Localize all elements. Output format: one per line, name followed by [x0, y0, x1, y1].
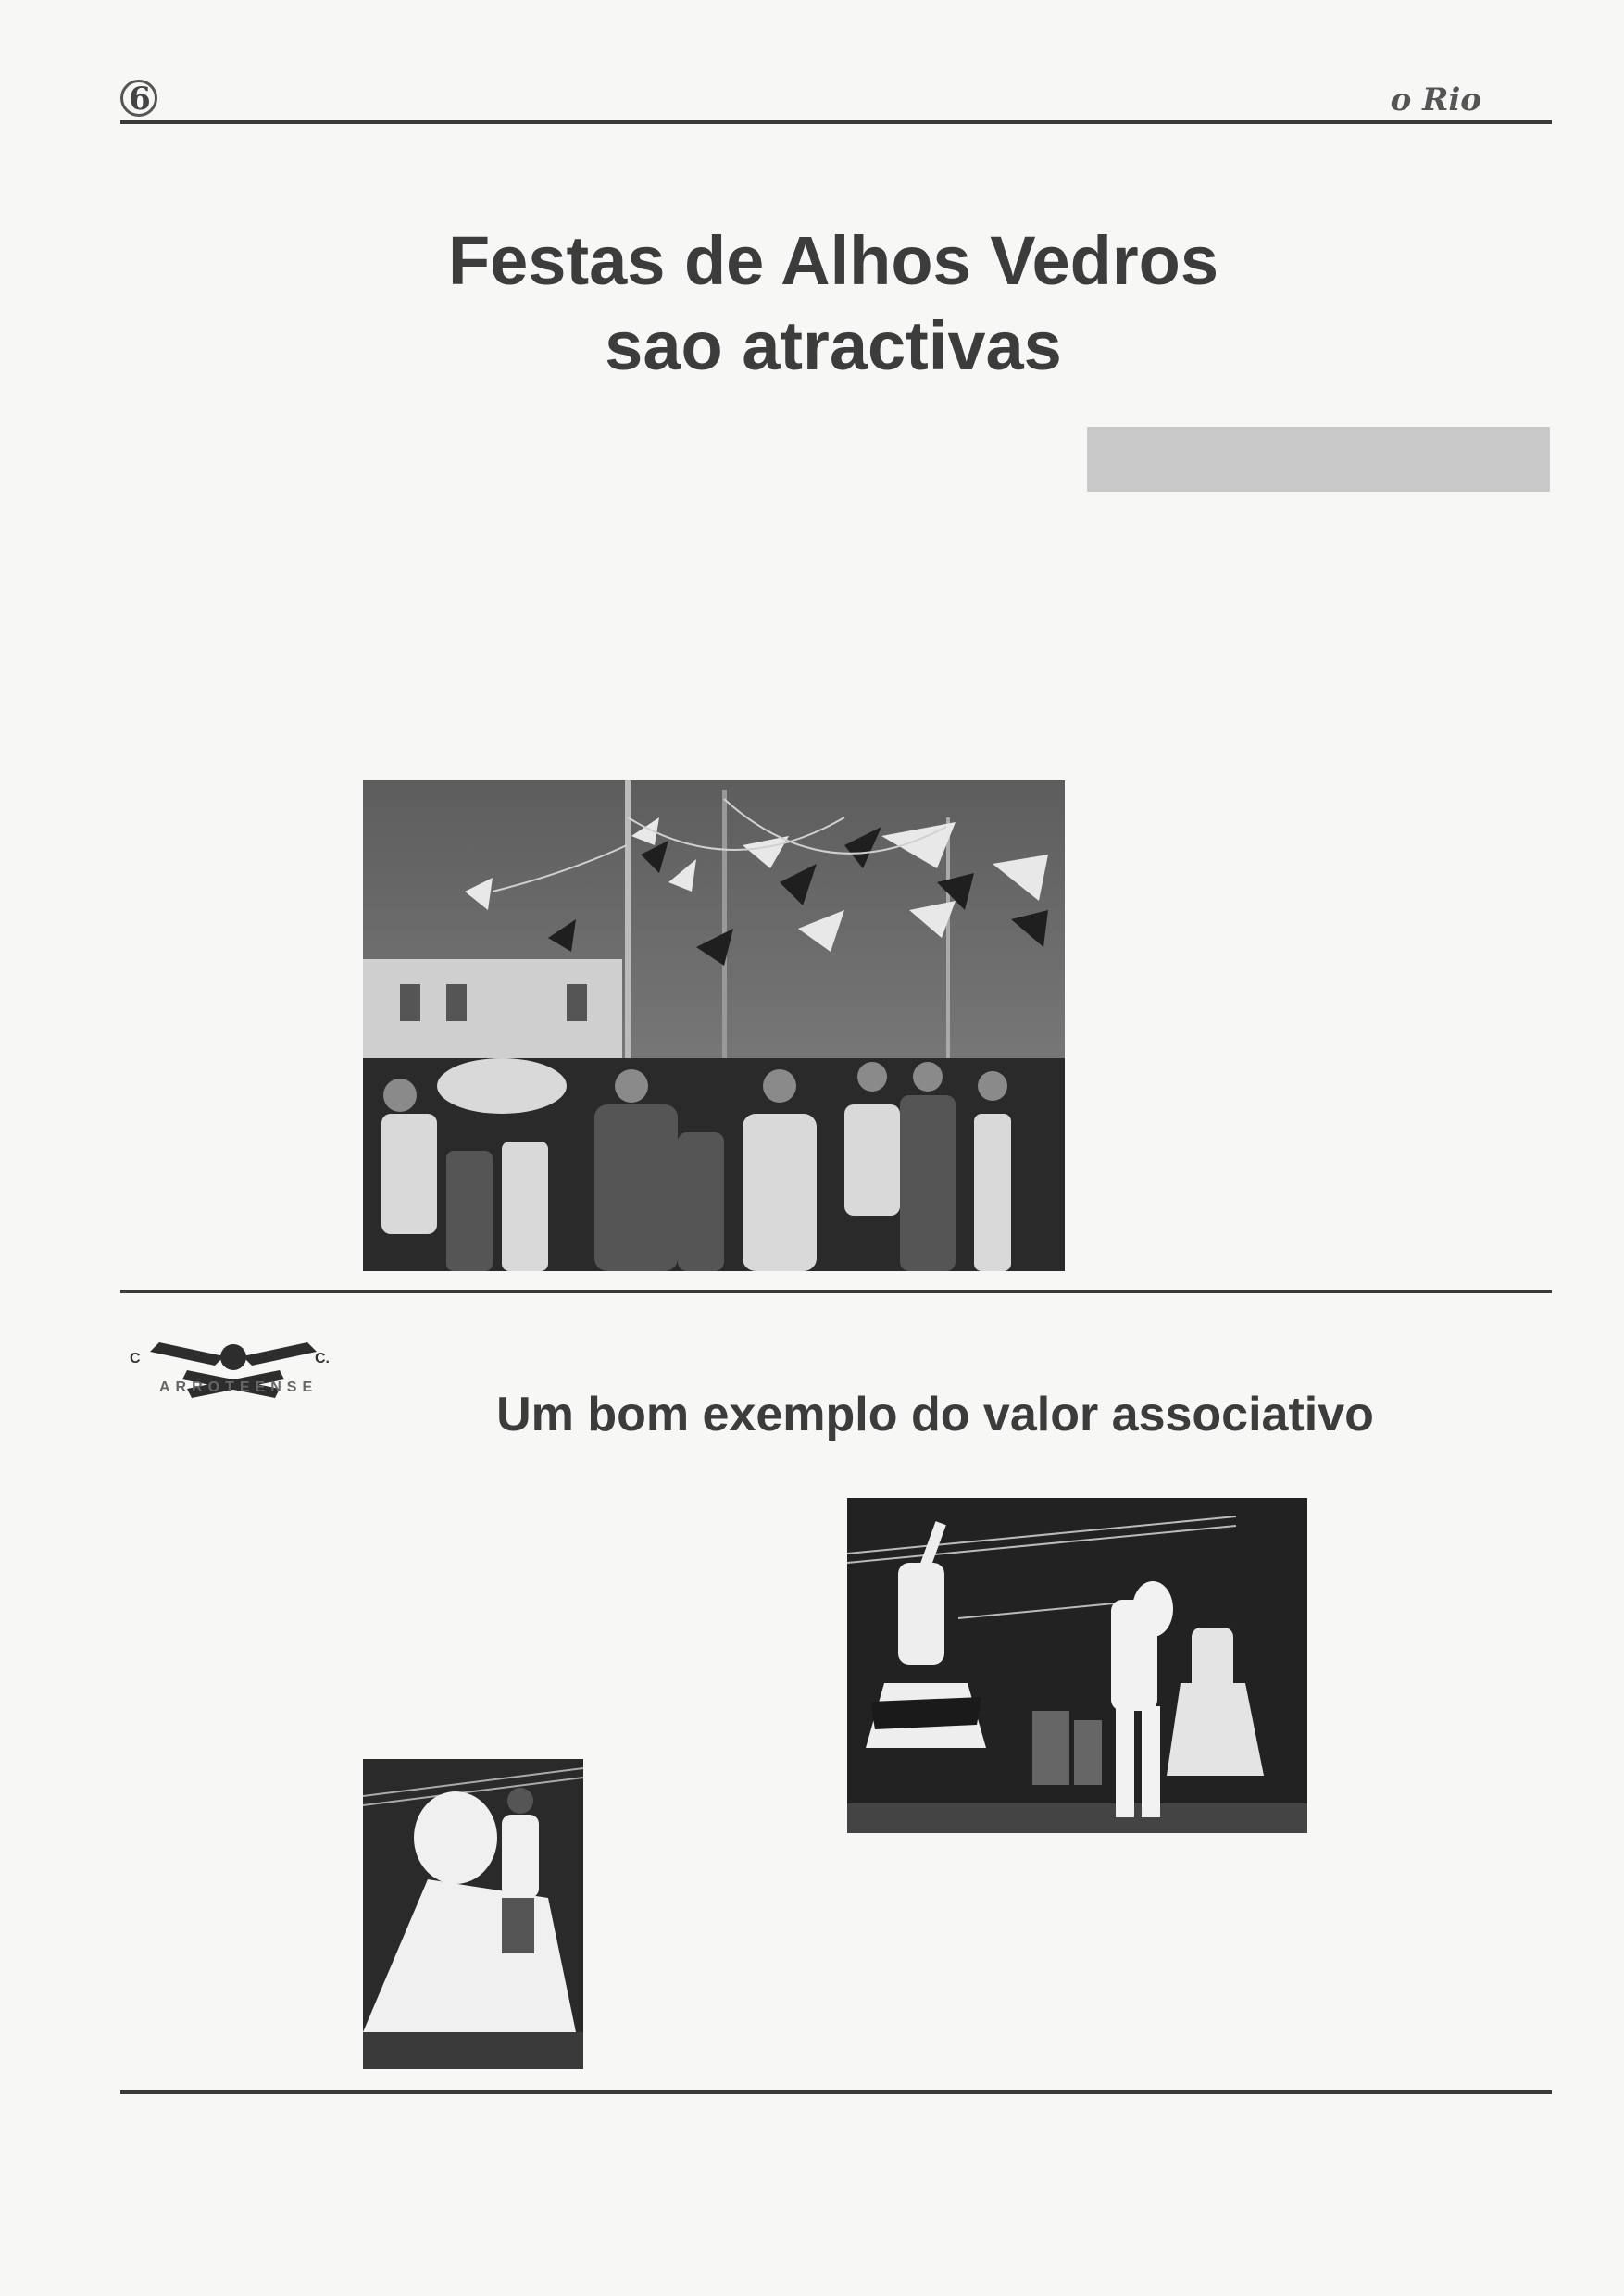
- stage-dance-photo: [847, 1498, 1307, 1833]
- footer-rule: [120, 2090, 1552, 2094]
- publication-name: o Rio: [1390, 81, 1481, 119]
- stage-dance-photo-image: [847, 1498, 1307, 1833]
- page-number-ring-icon: [120, 80, 157, 117]
- article1-headline-line2: sao atractivas: [605, 307, 1062, 384]
- article2-headline: Um bom exemplo do valor associativo: [496, 1388, 1374, 1441]
- article1-headline-line1: Festas de Alhos Vedros: [447, 222, 1219, 299]
- couple-dance-photo: [363, 1759, 583, 2069]
- logo-letter-right: C.: [315, 1351, 330, 1366]
- byline-box: [1087, 427, 1550, 492]
- logo-letter-left: C: [130, 1351, 141, 1366]
- article1-headline: [315, 218, 1352, 389]
- festival-photo: [363, 780, 1065, 1271]
- festival-photo-image: [363, 780, 1065, 1271]
- page-number-text: 6: [129, 81, 151, 118]
- couple-dance-photo-image: [363, 1759, 583, 2069]
- section-divider: [120, 1290, 1552, 1293]
- page-number: [120, 80, 159, 119]
- header-rule: [120, 120, 1552, 124]
- club-logo: [122, 1315, 344, 1407]
- logo-text: ARROTEENSE: [159, 1379, 319, 1395]
